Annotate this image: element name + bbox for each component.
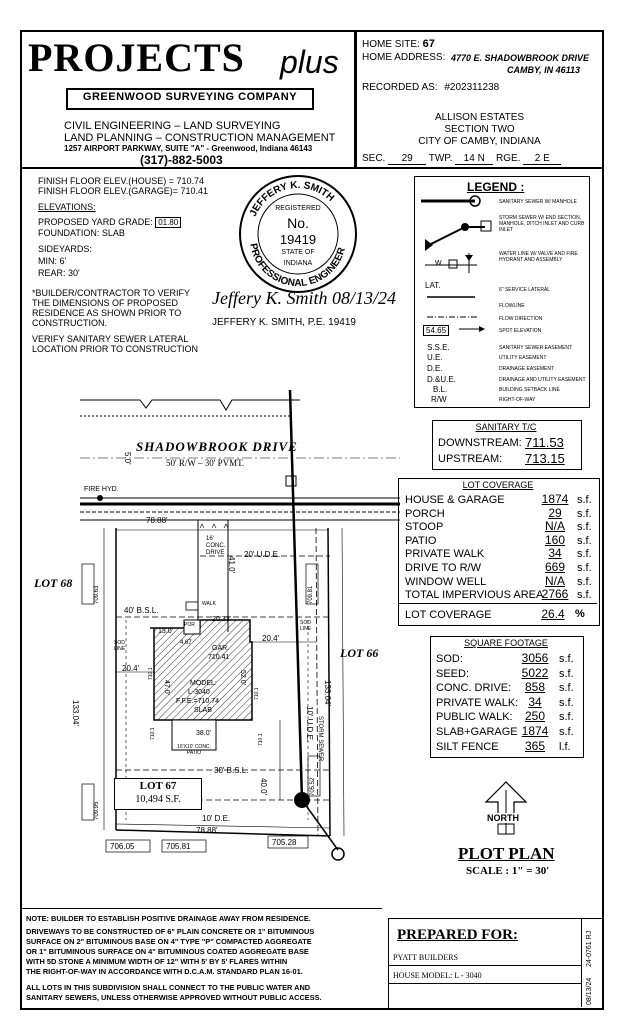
lot-coverage-divider — [399, 603, 597, 604]
legend-item: STORM SEWER W/ END SECTION, MANHOLE, DITCH INLET AND CURB INLET — [499, 215, 585, 233]
signature: Jeffery K. Smith 08/13/24 — [212, 288, 396, 308]
lot-coverage-label: PRIVATE WALK — [405, 548, 485, 561]
home-address-1: 4770 E. SHADOWBROOK DRIVE — [451, 53, 590, 63]
coverage-unit: % — [575, 608, 585, 620]
lot-67-box — [114, 778, 202, 810]
prepared-title: PREPARED FOR: — [397, 927, 518, 943]
lot-coverage-unit: s.f. — [577, 494, 592, 506]
square-footage-label: PRIVATE WALK: — [436, 696, 519, 709]
services-line-1: CIVIL ENGINEERING – LAND SURVEYING — [64, 120, 281, 132]
subdivision-2: SECTION TWO — [444, 124, 515, 135]
home-site-row — [362, 38, 435, 50]
legend-abbr-desc: RIGHT-OF-WAY — [499, 397, 536, 403]
ffe-garage: FINISH FLOOR ELEV.(GARAGE)= 710.41 — [38, 186, 208, 196]
ude-front: 20' U.D.E. — [244, 550, 281, 559]
home-site-value: 67 — [422, 38, 435, 50]
garage-elev: 710.41 — [208, 654, 230, 661]
coverage-label: LOT COVERAGE — [405, 609, 492, 621]
elev-sm: 710.1 — [150, 727, 156, 740]
square-footage-label: SILT FENCE — [436, 740, 499, 753]
sanitary-title: SANITARY T/C — [475, 422, 537, 432]
builder-note-2: THE DIMENSIONS OF PROPOSED — [32, 298, 179, 308]
builder-note-3: RESIDENCE AS SHOWN PRIOR TO — [32, 308, 182, 318]
square-footage-unit: s.f. — [559, 726, 574, 738]
lot-coverage-value: 29 — [548, 505, 562, 520]
rge-label: RGE. — [496, 153, 521, 164]
note-line: SANITARY SEWERS, UNLESS OTHERWISE APPROVED WITHOUT PUBLIC ACCESS. — [26, 993, 322, 1002]
verify-note-2: LOCATION PRIOR TO CONSTRUCTION — [32, 344, 199, 354]
legend-abbr-desc: DRAINAGE EASEMENT — [499, 366, 555, 372]
dim-5: 5.0' — [123, 452, 132, 465]
lot-coverage-value: 2766 — [541, 587, 569, 602]
upstream-value: 713.15 — [525, 451, 565, 466]
legend-water-symbol: W — [435, 260, 442, 267]
lot-coverage-value: N/A — [544, 519, 565, 534]
legend-item: 6" SERVICE LATERAL — [499, 287, 551, 293]
square-footage-value: 5022 — [521, 665, 549, 680]
rge-value: 2 E — [523, 153, 561, 165]
sec-label: SEC. — [362, 153, 386, 164]
lot-coverage-unit: s.f. — [577, 575, 592, 588]
legend-title: LEGEND : — [467, 180, 525, 194]
legend-item: FLOWLINE — [499, 303, 525, 309]
pe-printed-name: JEFFERY K. SMITH, P.E. 19419 — [212, 317, 356, 328]
title-block — [20, 30, 356, 169]
builder-note-1: *BUILDER/CONTRACTOR TO VERIFY — [32, 288, 191, 298]
lot-coverage-label: HOUSE & GARAGE — [405, 494, 505, 506]
lot-coverage-unit: s.f. — [577, 507, 592, 520]
elev-tl: 709.63 — [94, 585, 100, 604]
dim-left: 20.4' — [122, 664, 140, 673]
verify-note-1: VERIFY SANITARY SEWER LATERAL — [32, 334, 189, 344]
legend-spot-symbol: 54.65 — [423, 325, 449, 336]
porch-label: POR — [184, 622, 195, 628]
square-footage-label: SEED: — [436, 667, 470, 680]
dim-top: 20.33' — [212, 616, 231, 623]
bottom-note — [20, 908, 382, 1011]
elev-bm: 705.81 — [166, 842, 191, 851]
lot-coverage-unit: s.f. — [577, 589, 592, 602]
home-address-label: HOME ADDRESS: — [362, 52, 446, 63]
model-label: MODEL: — [190, 680, 217, 687]
foundation: FOUNDATION: SLAB — [38, 228, 125, 238]
note-line: DRIVEWAYS TO BE CONSTRUCTED OF 6" PLAIN CONCRETE OR 1" BITUMINOUS — [26, 927, 315, 936]
legend-item: SPOT ELEVATION — [499, 328, 542, 334]
prepared-divider — [389, 965, 581, 966]
square-footage-value: 365 — [524, 738, 546, 753]
elev-bl2: 709.95 — [94, 801, 100, 820]
seal-name-arc: JEFFERY K. SMITH — [247, 179, 337, 219]
bsl-front: 40' B.S.L. — [124, 606, 159, 615]
north-label: NORTH — [487, 813, 519, 823]
yard-grade — [38, 217, 181, 227]
legend-abbr-code: R/W — [431, 395, 447, 404]
drive-length: 41.0' — [227, 556, 236, 574]
lot-coverage-unit: s.f. — [577, 534, 592, 547]
min-side: MIN: 6' — [38, 256, 67, 266]
sec-value: 29 — [388, 153, 426, 165]
downstream-value: 711.53 — [525, 435, 564, 450]
ude-side: 10' U.D.E. — [305, 706, 314, 743]
elev-bl: 706.05 — [110, 842, 135, 851]
square-footage-box — [430, 636, 584, 758]
lot-coverage-label: PATIO — [405, 534, 437, 547]
note-line: SURFACE ON 2" BITUMINOUS BASE ON 4" TYPE "P" COMPACTED AGGREGATE — [26, 937, 312, 946]
lot-66-label: LOT 66 — [340, 646, 379, 660]
home-site-label: HOME SITE: — [362, 39, 420, 50]
legend-lat-symbol: LAT. — [425, 281, 441, 290]
lot-coverage-unit: s.f. — [577, 562, 592, 574]
square-footage-unit: s.f. — [559, 696, 574, 709]
square-footage-value: 1874 — [521, 724, 549, 738]
square-footage-value: 34 — [528, 694, 542, 709]
square-footage-label: PUBLIC WALK: — [436, 711, 513, 724]
square-footage-value: 3056 — [521, 651, 549, 665]
lot-coverage-value: 160 — [544, 532, 566, 547]
square-footage-label: SOD: — [436, 653, 463, 665]
square-footage-title: SQUARE FOOTAGE — [464, 638, 548, 648]
lot-coverage-box — [398, 478, 600, 626]
legend-symbols — [419, 193, 495, 333]
square-footage-unit: s.f. — [559, 711, 574, 724]
subdivision-3: CITY OF CAMBY, INDIANA — [418, 136, 541, 147]
square-footage-unit: s.f. — [559, 682, 574, 695]
company-name: PROJECTS — [28, 35, 245, 80]
legend-abbr-code: S.S.E. — [427, 343, 450, 352]
downstream-label: DOWNSTREAM: — [438, 437, 522, 449]
lot-coverage-value: 34 — [548, 546, 562, 561]
legend-item: WATER LINE W/ VALVE AND FIRE HYDRANT AND ASSEMBLY — [499, 251, 578, 263]
lot-67-area: 10,494 S.F. — [135, 794, 181, 805]
note-line: NOTE: BUILDER TO ESTABLISH POSITIVE DRAINAGE AWAY FROM RESIDENCE. — [26, 914, 311, 923]
builder-note-4: CONSTRUCTION. — [32, 318, 107, 328]
north-arrow — [484, 780, 528, 838]
lot-coverage-label: PORCH — [405, 507, 445, 520]
company-sub-box — [66, 88, 314, 110]
left-depth: 133.04' — [71, 700, 80, 726]
yard-grade-value: 01.80 — [155, 217, 181, 228]
lot-coverage-value: N/A — [544, 573, 565, 588]
dim-38: 38.0' — [196, 730, 211, 737]
company-address: 1257 AIRPORT PARKWAY, SUITE "A" - Greenwood, Indiana 46143 — [64, 144, 313, 153]
plot-plan-title: PLOT PLAN — [458, 844, 555, 863]
twp-label: TWP. — [428, 153, 453, 164]
ffe-label: F.F.E.=710.74 — [176, 698, 220, 705]
sod-line-right: SOD LINE — [300, 620, 312, 632]
legend-abbr-desc: SANITARY SEWER EASEMENT — [499, 345, 573, 351]
upstream-label: UPSTREAM: — [438, 453, 503, 465]
side-date: 08/13/24 — [586, 977, 593, 1005]
lot-coverage-label: TOTAL IMPERVIOUS AREA — [405, 589, 544, 602]
square-footage-value: 858 — [524, 680, 546, 695]
elev-sm: 710.1 — [258, 733, 264, 746]
recorded-row — [362, 82, 499, 93]
services-line-2: LAND PLANNING – CONSTRUCTION MANAGEMENT — [64, 132, 336, 144]
recorded-value: #202311238 — [444, 82, 500, 93]
dim-52: 52.0' — [239, 670, 246, 685]
legend-item: SANITARY SEWER W/ MANHOLE — [499, 199, 577, 205]
plot-plan-scale: SCALE : 1" = 30' — [466, 865, 550, 877]
storm-label: STORM SEWER — [317, 716, 323, 762]
drive-width: 16' CONC. DRIVE — [206, 536, 226, 556]
seal-no: No. — [287, 215, 309, 231]
legend-abbr-desc: BUILDING SETBACK LINE — [499, 387, 560, 393]
seal-state: INDIANA — [283, 260, 313, 267]
seal-state-of: STATE OF — [281, 249, 315, 256]
prepared-box — [388, 918, 604, 1010]
square-footage-label: SLAB+GARAGE — [436, 726, 518, 738]
bsl-rear: 30' B.S.L. — [214, 766, 249, 775]
lot-coverage-unit: s.f. — [577, 521, 592, 534]
right-depth: 133.04' — [323, 680, 332, 706]
lot-68-label: LOT 68 — [34, 576, 73, 590]
seal-registered: REGISTERED — [275, 205, 321, 212]
yard-grade-label: PROPOSED YARD GRADE: — [38, 217, 153, 227]
note-line: OR 1" BITUMINOUS SURFACE ON 4" BITUMINOUS COATED AGGREGATE BASE — [26, 947, 309, 956]
rear-side: REAR: 30' — [38, 268, 80, 278]
walk-label: WALK — [202, 601, 216, 607]
side-strip — [581, 919, 582, 1007]
note-line: ALL LOTS IN THIS SUBDIVISION SHALL CONNECT TO THE PUBLIC WATER AND — [26, 983, 311, 992]
lot-coverage-label: WINDOW WELL — [405, 575, 487, 588]
subdivision-1: ALLISON ESTATES — [434, 112, 525, 123]
square-footage-unit: l.f. — [559, 740, 571, 753]
patio-label: 16'X10' CONC. PATIO — [177, 744, 211, 756]
street-row: 50' R/W – 30' PVMT. — [166, 458, 245, 468]
elev-sm: 710.1 — [254, 687, 260, 700]
sec-twp-rge — [362, 153, 561, 165]
recorded-label: RECORDED AS: — [362, 82, 438, 93]
coverage-value: 26.4 — [541, 607, 565, 621]
legend-item: FLOW DIRECTION — [499, 316, 543, 322]
lot-coverage-unit: s.f. — [577, 548, 592, 561]
legend-box — [414, 176, 590, 408]
company-phone: (317)-882-5003 — [140, 153, 223, 167]
elevations-heading: ELEVATIONS: — [38, 202, 96, 212]
side-job: 24-0761 RJ — [586, 930, 593, 967]
legend-abbr-desc: DRAINAGE AND UTILITY EASEMENT — [499, 377, 586, 383]
legend-abbr-code: U.E. — [427, 353, 443, 362]
dim-47: 47.0' — [163, 680, 170, 695]
fire-hydrant-label: FIRE HYD. — [84, 486, 119, 493]
dim-467: 4.67 — [180, 640, 192, 646]
square-footage-label: CONC. DRIVE: — [436, 682, 512, 695]
twp-value: 14 N — [455, 153, 493, 165]
square-footage-value: 250 — [524, 709, 546, 724]
home-address-2: CAMBY, IN 46113 — [507, 65, 581, 75]
rear-width: 78.88' — [196, 826, 218, 835]
lot-coverage-value: 669 — [544, 560, 566, 574]
legend-abbr-code: D.E. — [427, 364, 443, 373]
lot-coverage-title: LOT COVERAGE — [462, 480, 534, 490]
seal-number: 19419 — [279, 232, 317, 247]
street-name: SHADOWBROOK DRIVE — [136, 439, 298, 454]
dim-40: 40.0' — [259, 778, 268, 796]
lot-coverage-value: 1874 — [541, 492, 569, 506]
prepared-model: HOUSE MODEL: L - 3040 — [393, 971, 482, 980]
elev-tr: 709.81 — [308, 585, 314, 604]
lot-67-label: LOT 67 — [139, 780, 177, 792]
sanitary-box — [432, 420, 582, 470]
lot-coverage-label: STOOP — [405, 521, 444, 534]
pe-seal — [236, 172, 360, 296]
square-footage-unit: s.f. — [559, 667, 574, 680]
legend-abbr-code: D.&U.E. — [427, 375, 456, 384]
elev-r2: 705.52 — [310, 777, 316, 796]
garage-label: GAR. — [212, 645, 230, 652]
slab-label: SLAB — [194, 707, 212, 714]
sideyards: SIDEYARDS: — [38, 244, 92, 254]
de-rear: 10' D.E. — [202, 814, 231, 823]
seal-bottom-arc: PROFESSIONAL ENGINEER — [247, 242, 348, 290]
square-footage-unit: s.f. — [559, 653, 574, 665]
elev-sm: 710.1 — [148, 667, 154, 680]
prepared-builder: PYATT BUILDERS — [393, 953, 458, 962]
company-plus: plus — [280, 44, 339, 80]
note-line: WITH 5D STONE A MINIMUM WIDTH OF 12" WITH 5' BY 5' FLARES WITHIN — [26, 957, 288, 966]
front-width: 78.88' — [146, 516, 168, 525]
note-line: THE RIGHT-OF-WAY IN ACCORDANCE WITH D.C.A.M. STANDARD PLAN 16-01. — [26, 967, 303, 976]
legend-abbr-desc: UTILITY EASEMENT — [499, 355, 547, 361]
legend-abbr-code: B.L. — [433, 385, 448, 394]
dim-right: 20.4' — [262, 634, 280, 643]
elev-br: 705.28 — [272, 838, 297, 847]
model-number: L-3040 — [188, 689, 210, 696]
site-info-block — [355, 30, 604, 169]
dim-13: 13.0' — [158, 628, 173, 635]
sod-line-left: SOD LINE — [114, 640, 126, 652]
ffe-house: FINISH FLOOR ELEV.(HOUSE) = 710.74 — [38, 176, 204, 186]
lot-coverage-label: DRIVE TO R/W — [405, 562, 481, 574]
company-sub: GREENWOOD SURVEYING COMPANY — [82, 91, 298, 103]
prepared-divider — [389, 983, 581, 984]
